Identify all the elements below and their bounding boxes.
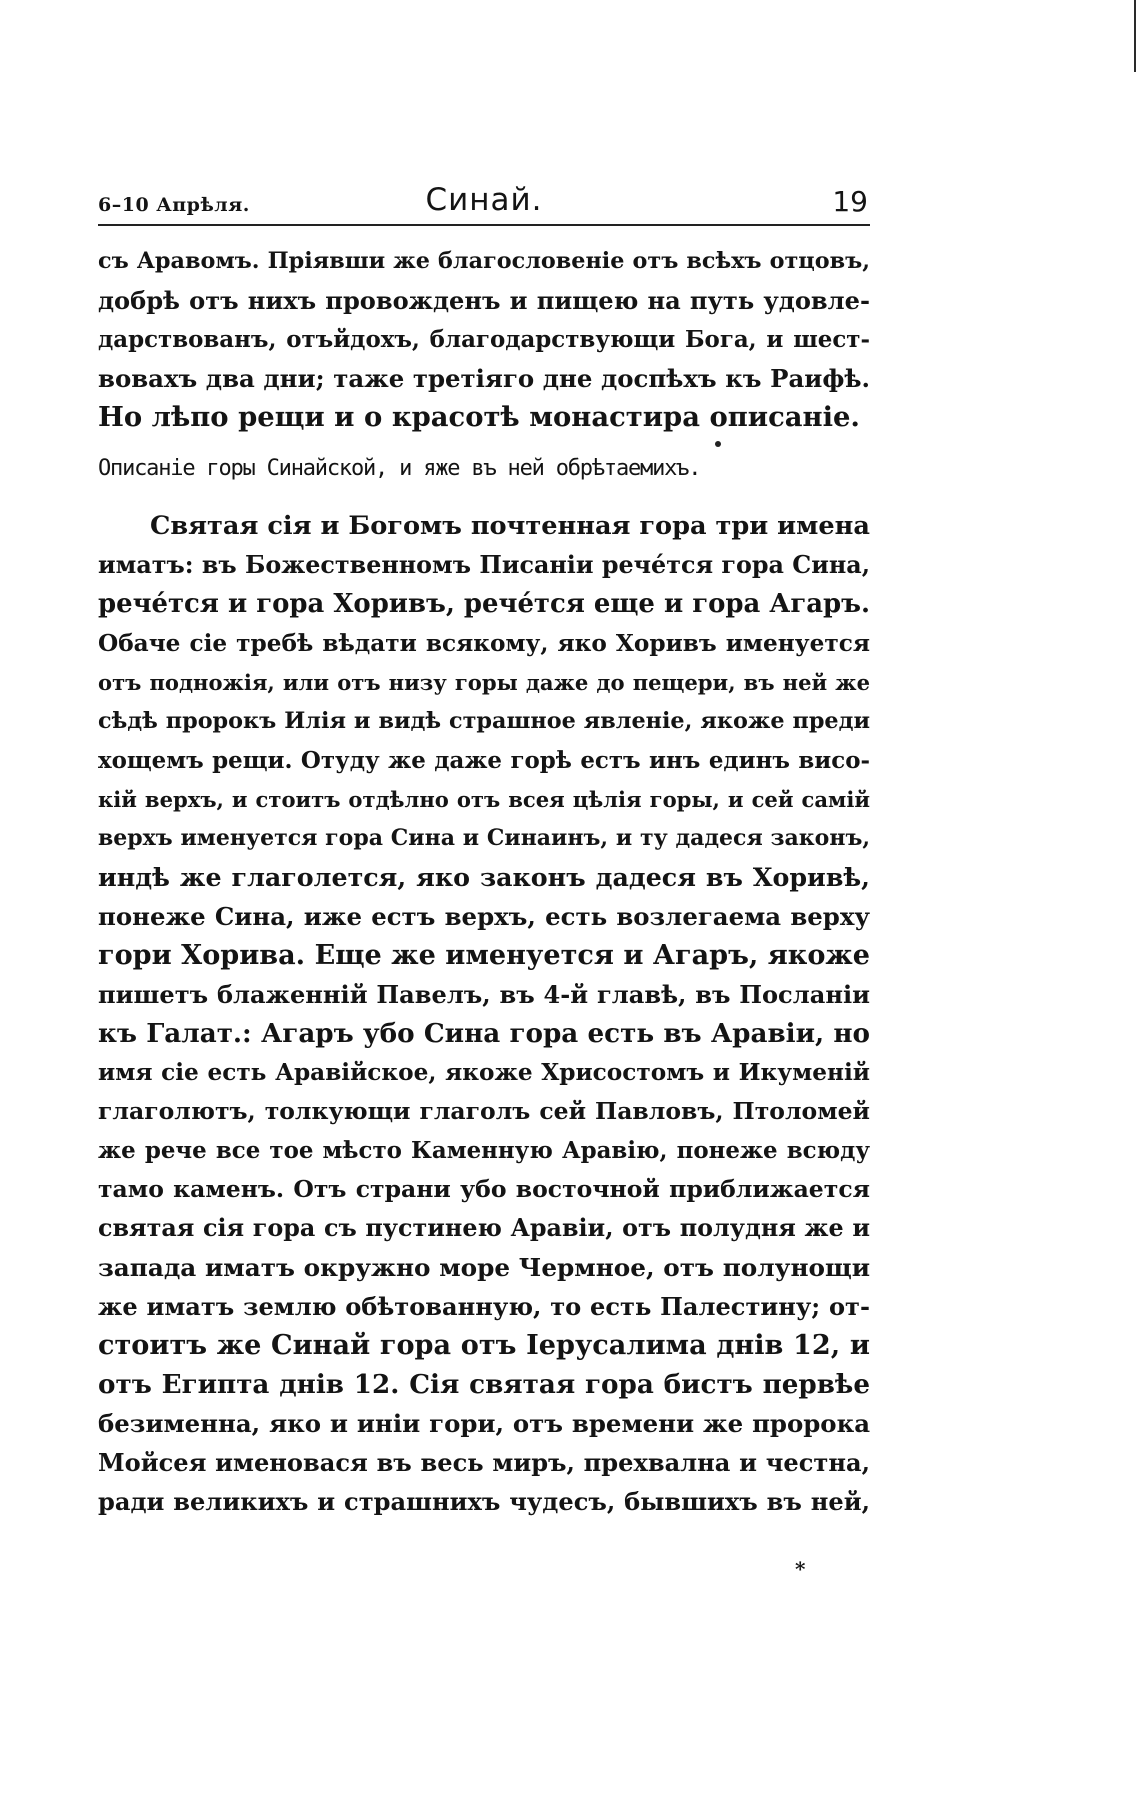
running-head-dates: 6–10 Апрѣля. <box>98 194 250 216</box>
text-line: имя сіе есть Аравійское, якоже Хрисостомъ и Икуменій <box>98 1059 870 1086</box>
text-line: кій верхъ, и стоитъ отдѣлно отъ всея цѣлія горы, и сей самій <box>98 787 870 812</box>
text-line: вовахъ два дни; таже третіяго дне доспѣхъ къ Раифѣ. <box>98 364 870 393</box>
text-line: дарствованъ, отъйдохъ, благодарствующи Бога, и шест- <box>98 326 870 353</box>
footer-mark: * <box>795 1557 806 1581</box>
text-line: Святая сія и Богомъ почтенная гора три имена <box>150 511 870 541</box>
running-head <box>98 180 870 226</box>
paragraph-2 <box>98 507 870 1521</box>
text-line: гори Хорива. Еще же именуется и Агаръ, якоже <box>98 940 870 971</box>
text-line: Обаче сіе требѣ вѣдати всякому, яко Хоривъ именуется <box>98 630 870 657</box>
book-page <box>98 180 870 1521</box>
text-line: иматъ: въ Божественномъ Писаніи рече́тся гора Сина, <box>98 551 870 579</box>
text-line: Мойсея именовася въ весь миръ, прехвална и честна, <box>98 1448 870 1477</box>
text-line: сѣдѣ пророкъ Илія и видѣ страшное явленіе, якоже преди <box>98 708 870 734</box>
text-line: добрѣ отъ нихъ провожденъ и пищею на путь удовле- <box>98 286 870 315</box>
text-line: ради великихъ и страшнихъ чудесъ, бывшихъ въ ней, <box>98 1487 870 1516</box>
text-line: отъ Египта днів 12. Сія святая гора бистъ первѣе <box>98 1369 870 1400</box>
text-line: стоитъ же Синай гора отъ Іерусалима днів 12, и <box>98 1330 870 1361</box>
text-line: пишетъ блаженній Павелъ, въ 4-й главѣ, въ Посланіи <box>98 980 870 1009</box>
text-line: съ Аравомъ. Пріявши же благословеніе отъ всѣхъ отцовъ, <box>98 248 870 274</box>
text-line: святая сія гора съ пустинею Аравіи, отъ полудня же и <box>98 1214 870 1242</box>
page-edge-line <box>1134 0 1136 72</box>
text-line: хощемъ рещи. Отуду же даже горѣ естъ инъ единъ висо- <box>98 747 870 774</box>
ornament-dot <box>98 437 870 453</box>
text-line: тамо каменъ. Отъ страни убо восточной приближается <box>98 1175 870 1203</box>
text-line: же иматъ землю обѣтованную, то есть Палестину; от- <box>98 1292 870 1321</box>
text-line: понеже Сина, иже естъ верхъ, есть возлегаема верху <box>98 902 870 931</box>
page-number: 19 <box>832 185 868 218</box>
text-line: отъ подножія, или отъ низу горы даже до пещери, въ ней же <box>98 670 870 695</box>
text-line: запада иматъ окружно море Чермное, отъ полунощи <box>98 1253 870 1282</box>
text-line: къ Галат.: Агаръ убо Сина гора есть въ Аравіи, но <box>98 1018 870 1049</box>
text-line: же рече все тое мѣсто Каменную Аравію, понеже всюду <box>98 1137 870 1164</box>
text-line: индѣ же глаголется, яко законъ дадеся въ Хоривѣ, <box>98 862 870 892</box>
paragraph-1 <box>98 242 870 437</box>
text-line: безименна, яко и иніи гори, отъ времени же пророка <box>98 1409 870 1438</box>
text-line: верхъ именуется гора Сина и Синаинъ, и ту дадеся законъ, <box>98 825 870 851</box>
running-head-title: Синай. <box>425 182 543 218</box>
text-line: Но лѣпо рещи и о красотѣ монастира описаніе. <box>98 401 860 433</box>
section-heading: Описаніе горы Синайской, и яже въ ней обрѣтаемихъ. <box>98 456 701 481</box>
text-line: рече́тся и гора Хоривъ, рече́тся еще и гора Агаръ. <box>98 589 870 619</box>
text-line: глаголютъ, толкующи глаголъ сей Павловъ, Птоломей <box>98 1097 870 1125</box>
